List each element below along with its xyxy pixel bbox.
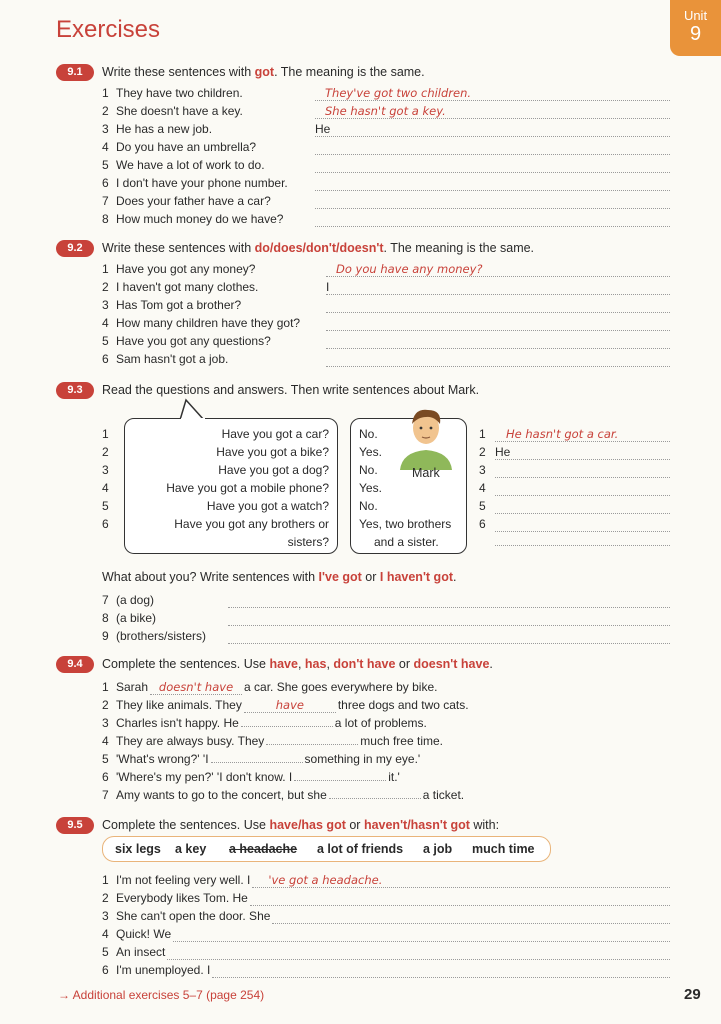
item-number: 6: [102, 963, 109, 977]
box-answer: No.: [359, 499, 378, 513]
item-text-after: three dogs and two cats.: [337, 698, 469, 712]
additional-exercises-link[interactable]: → Additional exercises 5–7 (page 254): [58, 988, 265, 1002]
item-text-before: They like animals. They: [116, 698, 242, 712]
exercise-item: [102, 680, 437, 695]
item-text-after: a ticket.: [422, 788, 465, 802]
item-number: 2: [102, 280, 109, 294]
answer-gap[interactable]: [266, 744, 358, 745]
exercise-item: [102, 611, 156, 625]
word-option: much time: [472, 842, 535, 856]
item-question: I'm not feeling very well. I: [116, 873, 251, 887]
item-number: 4: [102, 481, 109, 495]
box-answer: Yes, two brothers: [359, 517, 452, 531]
item-number: 9: [102, 629, 109, 643]
item-question: He has a new job.: [116, 122, 213, 136]
answer-line[interactable]: [495, 477, 670, 478]
exercise-item: [102, 963, 210, 977]
item-number: 4: [479, 481, 486, 495]
exercise-instruction: Complete the sentences. Use have, has, don't have or doesn't have.: [102, 657, 493, 671]
answer-line[interactable]: [315, 154, 670, 155]
answer-line[interactable]: [326, 366, 670, 367]
item-number: 3: [479, 463, 486, 477]
item-question: She doesn't have a key.: [116, 104, 243, 118]
word-option-used: a headache: [229, 842, 298, 856]
item-number: 5: [102, 945, 109, 959]
answer-line[interactable]: [495, 441, 670, 442]
item-question: I haven't got many clothes.: [116, 280, 259, 294]
exercise-item: [102, 140, 256, 154]
exercise-item: [102, 262, 255, 276]
answer-line[interactable]: [326, 348, 670, 349]
exercise-item: [102, 716, 427, 730]
item-number: 2: [102, 891, 109, 905]
item-text-before: Sarah: [116, 680, 149, 694]
item-question: Have you got any questions?: [116, 334, 271, 348]
item-question: We have a lot of work to do.: [116, 158, 265, 172]
exercise-item: [102, 158, 265, 172]
exercise-item: [102, 104, 243, 118]
item-number: 8: [102, 611, 109, 625]
item-answer: have: [275, 698, 304, 712]
item-question: How much money do we have?: [116, 212, 284, 226]
box-answer: and a sister.: [374, 535, 439, 549]
exercise-badge: 9.2: [56, 240, 94, 257]
item-number: 1: [102, 427, 109, 441]
item-number: 5: [479, 499, 486, 513]
item-question: How many children have they got?: [116, 316, 301, 330]
exercise-item: [102, 352, 228, 366]
answer-line[interactable]: [315, 208, 670, 209]
exercise-badge: 9.4: [56, 656, 94, 673]
item-number: 6: [102, 770, 109, 784]
item-answer: He: [315, 122, 331, 136]
exercise-item: [102, 788, 464, 802]
item-number: 6: [102, 517, 109, 531]
exercise-sub-instruction: What about you? Write sentences with I've got or I haven't got.: [102, 570, 457, 584]
item-text-after: something in my eye.': [304, 752, 421, 766]
answer-gap[interactable]: [244, 698, 336, 713]
item-number: 3: [102, 298, 109, 312]
box-answer: Yes.: [359, 481, 382, 495]
item-question: Does your father have a car?: [116, 194, 271, 208]
answer-gap[interactable]: [329, 798, 421, 799]
item-number: 1: [102, 680, 109, 694]
exercise-item: [102, 334, 271, 348]
item-number: 3: [102, 122, 109, 136]
exercise-item: [102, 176, 288, 190]
bubble-question: Have you got a car?: [221, 427, 329, 441]
answer-line[interactable]: [495, 459, 670, 460]
answer-line[interactable]: [326, 330, 670, 331]
item-answer: He hasn't got a car.: [506, 427, 619, 441]
exercise-instruction: Write these sentences with got. The meaning is the same.: [102, 65, 425, 79]
answer-line[interactable]: [228, 643, 670, 644]
exercise-item: [102, 298, 241, 312]
item-number: 4: [102, 316, 109, 330]
exercise-instruction: Complete the sentences. Use have/has got or haven't/hasn't got with:: [102, 818, 500, 832]
item-number: 3: [102, 716, 109, 730]
item-number: 2: [479, 445, 486, 459]
answer-line[interactable]: [315, 118, 670, 119]
item-question: Sam hasn't got a job.: [116, 352, 229, 366]
bubble-question: sisters?: [287, 535, 329, 549]
item-number: 3: [102, 909, 109, 923]
answer-line[interactable]: [272, 923, 670, 924]
item-question: Have you got any money?: [116, 262, 256, 276]
answer-line[interactable]: [495, 513, 670, 514]
item-number: 8: [102, 212, 109, 226]
answer-line[interactable]: [250, 905, 670, 906]
exercise-item: [102, 873, 250, 887]
item-text-before: 'What's wrong?' 'I: [116, 752, 209, 766]
item-number: 7: [102, 194, 109, 208]
item-question: (a bike): [116, 611, 157, 625]
item-text-after: much free time.: [360, 734, 443, 748]
exercise-item: [102, 629, 206, 643]
item-question: I'm unemployed. I: [116, 963, 211, 977]
item-number: 5: [102, 499, 109, 513]
item-text-after: a lot of problems.: [334, 716, 427, 730]
item-number: 3: [102, 463, 109, 477]
item-number: 6: [102, 176, 109, 190]
item-number: 1: [102, 86, 109, 100]
answer-line[interactable]: [326, 276, 670, 277]
unit-number: 9: [689, 23, 702, 45]
bubble-question: Have you got a dog?: [218, 463, 329, 477]
item-text-before: Amy wants to go to the concert, but she: [116, 788, 327, 802]
exercise-item: [102, 212, 283, 226]
exercise-item: [102, 891, 248, 905]
item-question: Do you have an umbrella?: [116, 140, 257, 154]
word-box: [102, 836, 551, 862]
item-answer: I: [326, 280, 330, 294]
item-question: (brothers/sisters): [116, 629, 207, 643]
item-text-before: They are always busy. They: [116, 734, 265, 748]
item-number: 4: [102, 734, 109, 748]
item-number: 5: [102, 158, 109, 172]
item-number: 6: [102, 352, 109, 366]
answer-line[interactable]: [315, 100, 670, 101]
answer-line[interactable]: [315, 172, 670, 173]
exercise-item: [102, 770, 400, 784]
word-option: six legs: [115, 842, 161, 856]
answer-line[interactable]: [252, 887, 670, 888]
item-answer: They've got two children.: [325, 86, 472, 100]
answer-line[interactable]: [495, 545, 670, 546]
item-text-after: it.': [388, 770, 400, 784]
answer-line[interactable]: [228, 607, 670, 608]
item-question: Has Tom got a brother?: [116, 298, 242, 312]
answer-line[interactable]: [326, 294, 670, 295]
exercise-badge: 9.3: [56, 382, 94, 399]
answer-line[interactable]: [315, 136, 670, 137]
item-number: 5: [102, 334, 109, 348]
exercise-item: [102, 927, 171, 941]
item-question: She can't open the door. She: [116, 909, 271, 923]
item-text-before: 'Where's my pen?' 'I don't know. I: [116, 770, 293, 784]
item-number: 6: [479, 517, 486, 531]
item-number: 2: [102, 445, 109, 459]
unit-tab: [670, 0, 721, 56]
exercise-badge: 9.5: [56, 817, 94, 834]
exercise-item: [102, 316, 300, 330]
answer-gap[interactable]: [241, 726, 333, 727]
answer-gap[interactable]: [294, 780, 386, 781]
bubble-question: Have you got a mobile phone?: [166, 481, 329, 495]
item-question: Quick! We: [116, 927, 172, 941]
item-number: 2: [102, 698, 109, 712]
mark-avatar-icon: [398, 404, 454, 470]
item-text-before: Charles isn't happy. He: [116, 716, 239, 730]
page-number: 29: [684, 986, 701, 1003]
exercise-badge: 9.1: [56, 64, 94, 81]
answer-line[interactable]: [315, 226, 670, 227]
item-number: 1: [479, 427, 486, 441]
exercise-instruction: Write these sentences with do/does/don't/doesn't. The meaning is the same.: [102, 241, 535, 255]
item-answer: He: [495, 445, 511, 459]
answer-line[interactable]: [173, 941, 670, 942]
item-answer: doesn't have: [158, 680, 234, 694]
item-number: 7: [102, 788, 109, 802]
box-answer: No.: [359, 463, 378, 477]
word-option: a key: [175, 842, 207, 856]
bubble-question: Have you got any brothers or: [174, 517, 329, 531]
box-answer: No.: [359, 427, 378, 441]
item-question: An insect: [116, 945, 166, 959]
exercise-item: [102, 280, 258, 294]
exercise-item: [102, 86, 243, 100]
exercise-item: [102, 593, 154, 607]
speech-bubble-tail-mask: [176, 412, 216, 422]
answer-line[interactable]: [495, 495, 670, 496]
exercise-item: [102, 945, 165, 959]
word-option: a lot of friends: [317, 842, 404, 856]
item-number: 1: [102, 873, 109, 887]
exercise-item: [102, 909, 270, 923]
bubble-question: Have you got a bike?: [216, 445, 329, 459]
bubble-question: Have you got a watch?: [206, 499, 329, 513]
item-number: 4: [102, 140, 109, 154]
item-number: 2: [102, 104, 109, 118]
exercise-instruction: Read the questions and answers. Then write sentences about Mark.: [102, 383, 480, 397]
item-answer: Do you have any money?: [336, 262, 483, 276]
exercise-item: [102, 194, 271, 208]
answer-line[interactable]: [495, 531, 670, 532]
answer-gap[interactable]: [150, 680, 242, 695]
item-text-after: a car. She goes everywhere by bike.: [244, 680, 438, 694]
unit-label: Unit: [683, 8, 708, 23]
exercise-item: [102, 698, 469, 713]
page-title: Exercises: [56, 16, 161, 43]
exercise-item: [102, 752, 420, 766]
exercise-item: [102, 734, 443, 748]
item-number: 5: [102, 752, 109, 766]
answer-line[interactable]: [212, 977, 670, 978]
exercise-item: [102, 122, 212, 136]
answer-line[interactable]: [315, 190, 670, 191]
item-question: (a dog): [116, 593, 155, 607]
item-answer: 've got a headache.: [268, 873, 383, 887]
box-answer: Yes.: [359, 445, 382, 459]
word-option: a job: [423, 842, 453, 856]
answer-line[interactable]: [167, 959, 670, 960]
answer-gap[interactable]: [211, 762, 303, 763]
answer-line[interactable]: [228, 625, 670, 626]
item-number: 7: [102, 593, 109, 607]
item-number: 4: [102, 927, 109, 941]
item-answer: She hasn't got a key.: [325, 104, 446, 118]
item-question: Everybody likes Tom. He: [116, 891, 248, 905]
person-name: Mark: [412, 466, 440, 480]
item-question: They have two children.: [116, 86, 243, 100]
item-question: I don't have your phone number.: [116, 176, 288, 190]
answer-line[interactable]: [326, 312, 670, 313]
item-number: 1: [102, 262, 109, 276]
